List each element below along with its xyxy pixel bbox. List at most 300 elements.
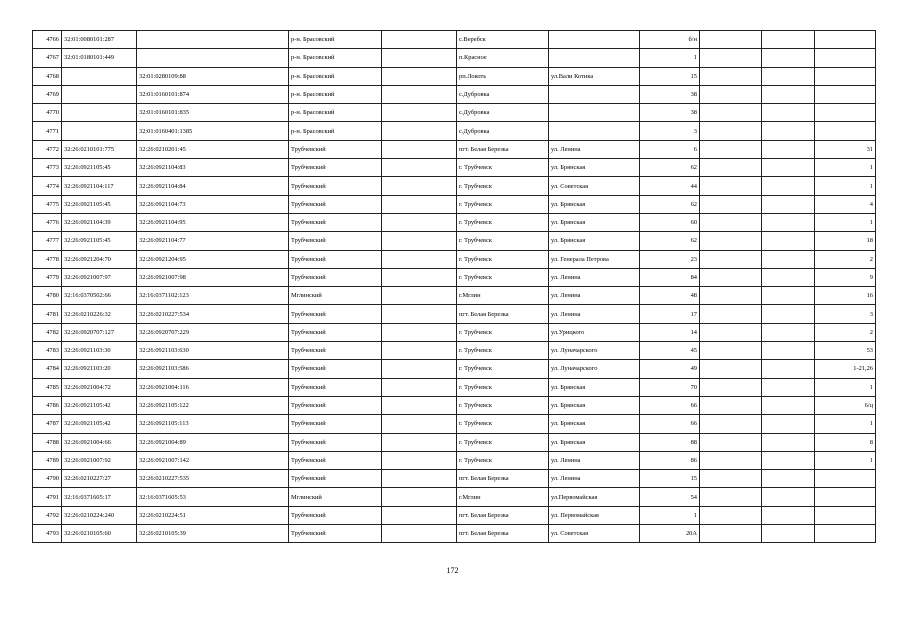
cell-col-empty-3	[762, 360, 815, 378]
cell-district: Трубчевский	[289, 415, 382, 433]
cell-locality: пгт. Белая Березка	[457, 305, 549, 323]
cell-district: Мглинский	[289, 488, 382, 506]
cell-apartment: 3	[815, 305, 876, 323]
cell-col-empty-2	[700, 159, 762, 177]
cell-col-empty-2	[700, 287, 762, 305]
cell-street	[549, 122, 640, 140]
cell-cadastral-number-2: 32:26:0920707:229	[137, 323, 289, 341]
cell-house-number: 45	[640, 342, 700, 360]
cell-col-empty-2	[700, 250, 762, 268]
cell-cadastral-number: 32:01:0180101:449	[62, 49, 137, 67]
cell-house-number: 70	[640, 378, 700, 396]
cell-col-empty-2	[700, 360, 762, 378]
cell-col-empty	[382, 250, 457, 268]
cell-col-empty-2	[700, 506, 762, 524]
cell-col-empty-2	[700, 177, 762, 195]
table-row	[33, 195, 876, 213]
cell-house-number: 38	[640, 104, 700, 122]
cell-street: ул. Брянская	[549, 415, 640, 433]
cell-locality: пгт. Белая Березка	[457, 470, 549, 488]
cell-apartment	[815, 506, 876, 524]
cell-apartment: 1	[815, 177, 876, 195]
cell-apartment: 18	[815, 232, 876, 250]
cell-col-empty-3	[762, 232, 815, 250]
cell-cadastral-number: 32:26:0921104:117	[62, 177, 137, 195]
cell-street	[549, 104, 640, 122]
cell-district: Трубчевский	[289, 250, 382, 268]
cell-district: Трубчевский	[289, 506, 382, 524]
cell-col-empty-2	[700, 31, 762, 49]
cell-locality: г. Трубчевск	[457, 433, 549, 451]
cell-district: Трубчевский	[289, 378, 382, 396]
cell-locality: г. Трубчевск	[457, 360, 549, 378]
cell-col-empty-2	[700, 122, 762, 140]
cell-cadastral-number: 32:26:0921105:42	[62, 396, 137, 414]
cell-cadastral-number-2: 32:26:0921104:95	[137, 213, 289, 231]
cell-district: Трубчевский	[289, 525, 382, 543]
cell-apartment: 16	[815, 287, 876, 305]
cell-house-number: 66	[640, 415, 700, 433]
cell-locality: г. Трубчевск	[457, 268, 549, 286]
cell-col-empty-2	[700, 396, 762, 414]
cell-col-empty-2	[700, 470, 762, 488]
table-row	[33, 268, 876, 286]
cell-col-empty-3	[762, 85, 815, 103]
cell-locality: г. Трубчевск	[457, 213, 549, 231]
table-row	[33, 525, 876, 543]
cell-street: ул. Первомайская	[549, 506, 640, 524]
cell-col-empty	[382, 305, 457, 323]
cell-district: Трубчевский	[289, 213, 382, 231]
table-row	[33, 451, 876, 469]
cell-cadastral-number: 32:26:0921004:72	[62, 378, 137, 396]
cell-cadastral-number: 32:26:0921007:97	[62, 268, 137, 286]
cell-house-number: 62	[640, 159, 700, 177]
cell-locality: с.Дубровка	[457, 122, 549, 140]
cell-apartment	[815, 31, 876, 49]
cell-col-empty	[382, 177, 457, 195]
table-row	[33, 159, 876, 177]
cell-cadastral-number: 32:26:0921004:66	[62, 433, 137, 451]
cell-apartment: 1	[815, 159, 876, 177]
cell-col-empty-2	[700, 415, 762, 433]
cell-street: ул. Ленина	[549, 451, 640, 469]
cell-col-empty-2	[700, 195, 762, 213]
cell-house-number: 44	[640, 177, 700, 195]
cell-col-empty	[382, 122, 457, 140]
cell-col-empty	[382, 323, 457, 341]
cell-col-empty-2	[700, 104, 762, 122]
cell-apartment: 1	[815, 451, 876, 469]
cell-record-number: 4778	[33, 250, 62, 268]
cell-district: р-н. Брасовский	[289, 31, 382, 49]
cell-cadastral-number-2: 32:26:0921007:98	[137, 268, 289, 286]
cell-locality: г. Трубчевск	[457, 415, 549, 433]
cell-locality: г. Трубчевск	[457, 342, 549, 360]
cell-col-empty	[382, 140, 457, 158]
cell-street: ул. Ленина	[549, 470, 640, 488]
cell-cadastral-number-2: 32:26:0210227:535	[137, 470, 289, 488]
cell-apartment	[815, 525, 876, 543]
cell-district: Трубчевский	[289, 159, 382, 177]
cell-col-empty-3	[762, 415, 815, 433]
cell-record-number: 4774	[33, 177, 62, 195]
cell-street: ул. Ленина	[549, 305, 640, 323]
cell-col-empty-2	[700, 140, 762, 158]
cell-apartment	[815, 85, 876, 103]
cell-record-number: 4768	[33, 67, 62, 85]
cell-locality: г. Трубчевск	[457, 451, 549, 469]
table-row	[33, 323, 876, 341]
cell-street: ул. Брянская	[549, 378, 640, 396]
cell-cadastral-number: 32:26:0921103:20	[62, 360, 137, 378]
cell-col-empty	[382, 49, 457, 67]
table-row	[33, 122, 876, 140]
cell-house-number: 3	[640, 122, 700, 140]
cell-house-number: 62	[640, 195, 700, 213]
cell-col-empty	[382, 488, 457, 506]
table-row	[33, 85, 876, 103]
cell-col-empty-3	[762, 378, 815, 396]
cell-street: ул.Урицкого	[549, 323, 640, 341]
cell-col-empty	[382, 506, 457, 524]
cell-col-empty-2	[700, 323, 762, 341]
table-row	[33, 470, 876, 488]
cell-cadastral-number: 32:26:0921103:30	[62, 342, 137, 360]
cell-record-number: 4780	[33, 287, 62, 305]
table-row	[33, 250, 876, 268]
cell-cadastral-number: 32:26:0210101:775	[62, 140, 137, 158]
cell-cadastral-number: 32:26:0210226:32	[62, 305, 137, 323]
cell-district: Трубчевский	[289, 396, 382, 414]
cell-col-empty-2	[700, 49, 762, 67]
cell-record-number: 4784	[33, 360, 62, 378]
cell-col-empty-2	[700, 305, 762, 323]
cell-col-empty	[382, 31, 457, 49]
cell-cadastral-number: 32:26:0921105:45	[62, 195, 137, 213]
cell-col-empty	[382, 159, 457, 177]
cell-apartment	[815, 122, 876, 140]
cell-cadastral-number-2: 32:26:0921103:630	[137, 342, 289, 360]
cell-cadastral-number-2: 32:26:0921004:89	[137, 433, 289, 451]
cell-cadastral-number: 32:16:0371605:17	[62, 488, 137, 506]
cell-record-number: 4770	[33, 104, 62, 122]
cell-street: ул. Советская	[549, 525, 640, 543]
cell-record-number: 4789	[33, 451, 62, 469]
cell-street: ул. Брянская	[549, 195, 640, 213]
table-row	[33, 67, 876, 85]
table-row	[33, 104, 876, 122]
cell-house-number: 14	[640, 323, 700, 341]
cell-col-empty-3	[762, 213, 815, 231]
cell-record-number: 4769	[33, 85, 62, 103]
cell-col-empty-3	[762, 396, 815, 414]
cell-col-empty-3	[762, 342, 815, 360]
cell-cadastral-number-2: 32:16:0371102:123	[137, 287, 289, 305]
cell-house-number: 1	[640, 49, 700, 67]
cell-cadastral-number	[62, 67, 137, 85]
cell-col-empty-3	[762, 195, 815, 213]
cell-col-empty	[382, 415, 457, 433]
cell-cadastral-number-2: 32:26:0210105:39	[137, 525, 289, 543]
cell-col-empty-2	[700, 433, 762, 451]
cell-col-empty-3	[762, 287, 815, 305]
cell-locality: г.Мглин	[457, 488, 549, 506]
cell-street: ул. Брянская	[549, 213, 640, 231]
cell-district: Трубчевский	[289, 140, 382, 158]
cell-cadastral-number	[62, 104, 137, 122]
cell-locality: г. Трубчевск	[457, 250, 549, 268]
cell-street: ул. Брянская	[549, 232, 640, 250]
cell-house-number: 38	[640, 85, 700, 103]
cell-street: ул. Ленина	[549, 287, 640, 305]
cell-col-empty	[382, 85, 457, 103]
cell-cadastral-number: 32:26:0921104:39	[62, 213, 137, 231]
cell-col-empty-3	[762, 433, 815, 451]
table-row	[33, 140, 876, 158]
cell-house-number: 17	[640, 305, 700, 323]
cell-cadastral-number: 32:26:0921105:42	[62, 415, 137, 433]
cell-street: ул. Брянская	[549, 433, 640, 451]
cell-district: Трубчевский	[289, 470, 382, 488]
cell-col-empty	[382, 470, 457, 488]
table-row	[33, 31, 876, 49]
table-row	[33, 305, 876, 323]
table-row	[33, 506, 876, 524]
table-row	[33, 213, 876, 231]
cell-district: р-н. Брасовский	[289, 67, 382, 85]
table-row	[33, 49, 876, 67]
cell-house-number: б/н	[640, 31, 700, 49]
cell-record-number: 4772	[33, 140, 62, 158]
cell-col-empty-3	[762, 525, 815, 543]
cell-cadastral-number-2	[137, 49, 289, 67]
cell-cadastral-number-2: 32:16:0371605:53	[137, 488, 289, 506]
cell-cadastral-number-2: 32:26:0210201:45	[137, 140, 289, 158]
cell-record-number: 4775	[33, 195, 62, 213]
cell-record-number: 4781	[33, 305, 62, 323]
cell-col-empty	[382, 232, 457, 250]
cell-cadastral-number: 32:26:0921105:45	[62, 159, 137, 177]
cell-district: р-н. Брасовский	[289, 122, 382, 140]
cell-cadastral-number-2: 32:26:0921104:83	[137, 159, 289, 177]
cell-locality: с.Дубровка	[457, 85, 549, 103]
cell-cadastral-number: 32:26:0921204:70	[62, 250, 137, 268]
cell-district: Трубчевский	[289, 360, 382, 378]
cell-col-empty-2	[700, 488, 762, 506]
table-row	[33, 342, 876, 360]
cell-cadastral-number: 32:26:0210224:240	[62, 506, 137, 524]
cell-col-empty-3	[762, 159, 815, 177]
cell-record-number: 4786	[33, 396, 62, 414]
cell-district: Мглинский	[289, 287, 382, 305]
cell-col-empty	[382, 360, 457, 378]
cell-cadastral-number-2	[137, 31, 289, 49]
cell-cadastral-number-2: 32:26:0921103:586	[137, 360, 289, 378]
cell-col-empty-3	[762, 305, 815, 323]
cell-col-empty-2	[700, 213, 762, 231]
cell-col-empty-3	[762, 451, 815, 469]
cell-street	[549, 49, 640, 67]
cell-house-number: 60	[640, 213, 700, 231]
cell-record-number: 4776	[33, 213, 62, 231]
cell-district: Трубчевский	[289, 451, 382, 469]
cell-street: ул. Брянская	[549, 159, 640, 177]
cell-col-empty-3	[762, 67, 815, 85]
cell-col-empty-3	[762, 122, 815, 140]
cell-cadastral-number: 32:26:0921105:45	[62, 232, 137, 250]
cell-col-empty-3	[762, 470, 815, 488]
cell-cadastral-number-2: 32:01:0160401:1385	[137, 122, 289, 140]
cell-house-number: 15	[640, 67, 700, 85]
cell-cadastral-number	[62, 122, 137, 140]
table-row	[33, 232, 876, 250]
cell-col-empty-3	[762, 104, 815, 122]
cell-locality: г.Мглин	[457, 287, 549, 305]
cell-col-empty	[382, 195, 457, 213]
cell-district: Трубчевский	[289, 232, 382, 250]
cell-col-empty-2	[700, 85, 762, 103]
cell-cadastral-number-2: 32:01:0160101:835	[137, 104, 289, 122]
cell-record-number: 4792	[33, 506, 62, 524]
cell-apartment: 1	[815, 378, 876, 396]
cell-district: р-н. Брасовский	[289, 49, 382, 67]
cell-house-number: 88	[640, 433, 700, 451]
cell-apartment: 1	[815, 213, 876, 231]
cell-district: Трубчевский	[289, 305, 382, 323]
cell-cadastral-number: 32:26:0920707:127	[62, 323, 137, 341]
cell-apartment	[815, 470, 876, 488]
cell-street: ул. Ленина	[549, 140, 640, 158]
cell-cadastral-number-2: 32:26:0921004:116	[137, 378, 289, 396]
cell-col-empty	[382, 433, 457, 451]
cell-locality: г. Трубчевск	[457, 159, 549, 177]
cell-locality: с.Дубровка	[457, 104, 549, 122]
cell-apartment: 8	[815, 433, 876, 451]
cell-street: ул. Брянская	[549, 396, 640, 414]
cell-col-empty	[382, 67, 457, 85]
cell-apartment: 2	[815, 250, 876, 268]
cell-col-empty-3	[762, 49, 815, 67]
cell-locality: г. Трубчевск	[457, 195, 549, 213]
cell-locality: рп.Локоть	[457, 67, 549, 85]
cell-house-number: 84	[640, 268, 700, 286]
cell-record-number: 4766	[33, 31, 62, 49]
cell-district: Трубчевский	[289, 195, 382, 213]
table-row	[33, 177, 876, 195]
cell-district: Трубчевский	[289, 177, 382, 195]
cell-street: ул. Советская	[549, 177, 640, 195]
cell-col-empty-3	[762, 177, 815, 195]
cell-cadastral-number-2: 32:26:0210224:51	[137, 506, 289, 524]
cell-record-number: 4790	[33, 470, 62, 488]
cell-cadastral-number-2: 32:26:0921104:84	[137, 177, 289, 195]
cell-district: р-н. Брасовский	[289, 104, 382, 122]
cell-locality: г. Трубчевск	[457, 177, 549, 195]
cell-apartment: 9	[815, 268, 876, 286]
cell-house-number: 86	[640, 451, 700, 469]
cell-cadastral-number-2: 32:26:0921204:95	[137, 250, 289, 268]
cell-col-empty	[382, 378, 457, 396]
cell-street	[549, 85, 640, 103]
cell-apartment: 4	[815, 195, 876, 213]
cell-apartment: 1	[815, 415, 876, 433]
cell-apartment: 1-21,26	[815, 360, 876, 378]
cell-cadastral-number: 32:26:0210227:27	[62, 470, 137, 488]
cell-locality: пгт. Белая Березка	[457, 525, 549, 543]
cell-cadastral-number-2: 32:26:0921104:77	[137, 232, 289, 250]
cell-street: ул.Первомайская	[549, 488, 640, 506]
cell-street: ул. Ленина	[549, 268, 640, 286]
cell-apartment	[815, 67, 876, 85]
cell-house-number: 54	[640, 488, 700, 506]
cell-cadastral-number: 32:16:0370502:66	[62, 287, 137, 305]
cell-col-empty	[382, 396, 457, 414]
cell-locality: г. Трубчевск	[457, 396, 549, 414]
cell-locality: пгт. Белая Березка	[457, 140, 549, 158]
cell-col-empty	[382, 451, 457, 469]
table-row	[33, 378, 876, 396]
cell-cadastral-number: 32:01:0080101:287	[62, 31, 137, 49]
cell-district: Трубчевский	[289, 433, 382, 451]
cell-house-number: 48	[640, 287, 700, 305]
cell-record-number: 4793	[33, 525, 62, 543]
cell-col-empty-3	[762, 268, 815, 286]
table-row	[33, 287, 876, 305]
cell-district: Трубчевский	[289, 323, 382, 341]
cell-cadastral-number-2: 32:01:0160101:874	[137, 85, 289, 103]
table-row	[33, 488, 876, 506]
cell-apartment: 53	[815, 342, 876, 360]
cell-col-empty	[382, 342, 457, 360]
cell-cadastral-number: 32:26:0210105:60	[62, 525, 137, 543]
cell-record-number: 4787	[33, 415, 62, 433]
cell-col-empty-2	[700, 268, 762, 286]
cell-locality: г. Трубчевск	[457, 232, 549, 250]
cell-house-number: 62	[640, 232, 700, 250]
cell-record-number: 4779	[33, 268, 62, 286]
cell-house-number: 15	[640, 470, 700, 488]
table-row	[33, 433, 876, 451]
cell-col-empty-3	[762, 31, 815, 49]
cell-col-empty-3	[762, 250, 815, 268]
cell-house-number: 6	[640, 140, 700, 158]
cell-col-empty	[382, 287, 457, 305]
cell-col-empty-3	[762, 506, 815, 524]
cell-col-empty-2	[700, 342, 762, 360]
cell-house-number: 1	[640, 506, 700, 524]
cell-record-number: 4771	[33, 122, 62, 140]
table-row	[33, 415, 876, 433]
cell-district: р-н. Брасовский	[289, 85, 382, 103]
cell-district: Трубчевский	[289, 342, 382, 360]
cell-apartment: 2	[815, 323, 876, 341]
cell-cadastral-number-2: 32:26:0921007:142	[137, 451, 289, 469]
cell-record-number: 4777	[33, 232, 62, 250]
cell-locality: пгт. Белая Березка	[457, 506, 549, 524]
cell-record-number: 4773	[33, 159, 62, 177]
cell-col-empty-2	[700, 378, 762, 396]
cell-col-empty-2	[700, 451, 762, 469]
table-row	[33, 360, 876, 378]
cell-col-empty	[382, 213, 457, 231]
table-row	[33, 396, 876, 414]
cell-col-empty-2	[700, 232, 762, 250]
cell-col-empty	[382, 268, 457, 286]
cell-col-empty-3	[762, 488, 815, 506]
cell-cadastral-number-2: 32:26:0921105:122	[137, 396, 289, 414]
cell-apartment: 31	[815, 140, 876, 158]
